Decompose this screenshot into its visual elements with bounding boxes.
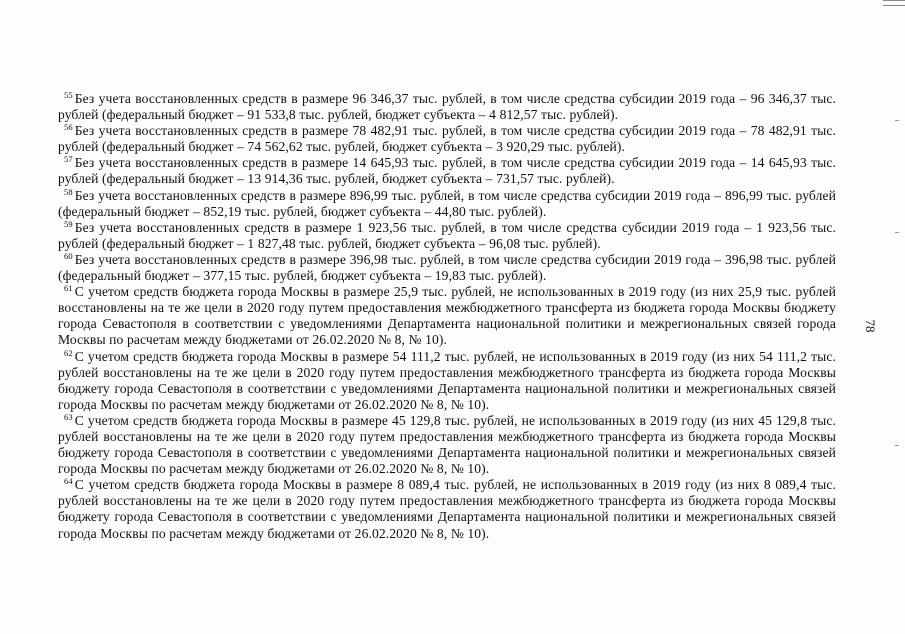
- footnote-text: Без учета восстановленных средств в размере 14 645,93 тыс. рублей, в том числе средства субсидии 2019 года – 14 645,93 тыс. рублей (федеральный бюджет – 13 914,36 тыс. рублей, бюджет субъекта – 731,57 тыс. рублей).: [58, 155, 836, 187]
- footnote: [58, 91, 836, 123]
- footnote: [58, 284, 836, 348]
- footnote-number: 62: [64, 347, 73, 358]
- footnote-number: 55: [64, 90, 73, 100]
- footnote: [58, 477, 836, 541]
- footnote: [58, 252, 836, 284]
- footnote-text: С учетом средств бюджета города Москвы в размере 8 089,4 тыс. рублей, не использованных в 2019 году (из них 8 089,4 тыс. рублей восстановлены на те же цели в 2020 году путем предоставления межбюджетного трансферта из бюджета города Москвы бюджету города Севастополя в соответствии с уведомлениями Департамента национальной политики и межрегиональных связей города Москвы по расчетам между бюджетами от 26.02.2020 № 8, № 10).: [58, 477, 836, 541]
- footnote-number: 57: [64, 154, 73, 165]
- footnote: [58, 188, 836, 220]
- footnote: [58, 155, 836, 187]
- footnote: [58, 349, 836, 413]
- footnote-text: Без учета восстановленных средств в размере 96 346,37 тыс. рублей, в том числе средства субсидии 2019 года – 96 346,37 тыс. рублей (федеральный бюджет – 91 533,8 тыс. рублей, бюджет субъекта – 4 812,57 тыс. рублей).: [58, 91, 836, 123]
- footnote-number: 61: [64, 283, 73, 294]
- footnote: [58, 413, 836, 477]
- footnote: [58, 123, 836, 155]
- scan-edge-tick: [895, 232, 899, 233]
- footnote-text: Без учета восстановленных средств в размере 896,99 тыс. рублей, в том числе средства субсидии 2019 года – 896,99 тыс. рублей (федеральный бюджет – 852,19 тыс. рублей, бюджет субъекта – 44,80 тыс. рублей).: [58, 187, 836, 219]
- footnote-text: Без учета восстановленных средств в размере 396,98 тыс. рублей, в том числе средства субсидии 2019 года – 396,98 тыс. рублей (федеральный бюджет – 377,15 тыс. рублей, бюджет субъекта – 19,83 тыс. рублей).: [58, 251, 836, 284]
- scan-corner-mark: [883, 0, 905, 6]
- scan-edge-tick: [895, 120, 899, 121]
- footnote-text: Без учета восстановленных средств в размере 1 923,56 тыс. рублей, в том числе средства субсидии 2019 года – 1 923,56 тыс. рублей (федеральный бюджет – 1 827,48 тыс. рублей, бюджет субъекта – 96,08 тыс. рублей).: [58, 219, 836, 251]
- footnote-number: 58: [64, 186, 73, 197]
- footnote-text: С учетом средств бюджета города Москвы в размере 25,9 тыс. рублей, не использованных в 2019 году (из них 25,9 тыс. рублей восстановлены на те же цели в 2020 году путем предоставления межбюджетного трансферта из бюджета города Москвы бюджету города Севастополя в соответствии с уведомлениями Департамента национальной политики и межрегиональных связей города Москвы по расчетам между бюджетами от 26.02.2020 № 8, № 10).: [58, 284, 836, 348]
- footnote-text: Без учета восстановленных средств в размере 78 482,91 тыс. рублей, в том числе средства субсидии 2019 года – 78 482,91 тыс. рублей (федеральный бюджет – 74 562,62 тыс. рублей, бюджет субъекта – 3 920,29 тыс. рублей).: [58, 123, 836, 155]
- footnotes-block: [58, 91, 836, 542]
- page-number: 78: [863, 319, 878, 333]
- footnote: [58, 220, 836, 252]
- footnote-number: 60: [64, 250, 73, 261]
- footnote-number: 64: [64, 476, 73, 487]
- scan-edge-tick: [895, 445, 899, 446]
- footnote-number: 56: [64, 122, 73, 133]
- footnote-number: 63: [64, 411, 73, 422]
- footnote-text: С учетом средств бюджета города Москвы в размере 54 111,2 тыс. рублей, не использованных в 2019 году (из них 54 111,2 тыс. рублей восстановлены на те же цели в 2020 году путем предоставления межбюджетного трансферта из бюджета города Москвы бюджету города Севастополя в соответствии с уведомлениями Департамента национальной политики и межрегиональных связей города Москвы по расчетам между бюджетами от 26.02.2020 № 8, № 10).: [58, 348, 836, 412]
- footnote-number: 59: [64, 218, 73, 229]
- footnote-text: С учетом средств бюджета города Москвы в размере 45 129,8 тыс. рублей, не использованных в 2019 году (из них 45 129,8 тыс. рублей восстановлены на те же цели в 2020 году путем предоставления межбюджетного трансферта из бюджета города Москвы бюджету города Севастополя в соответствии с уведомлениями Департамента национальной политики и межрегиональных связей города Москвы по расчетам между бюджетами от 26.02.2020 № 8, № 10).: [58, 412, 836, 477]
